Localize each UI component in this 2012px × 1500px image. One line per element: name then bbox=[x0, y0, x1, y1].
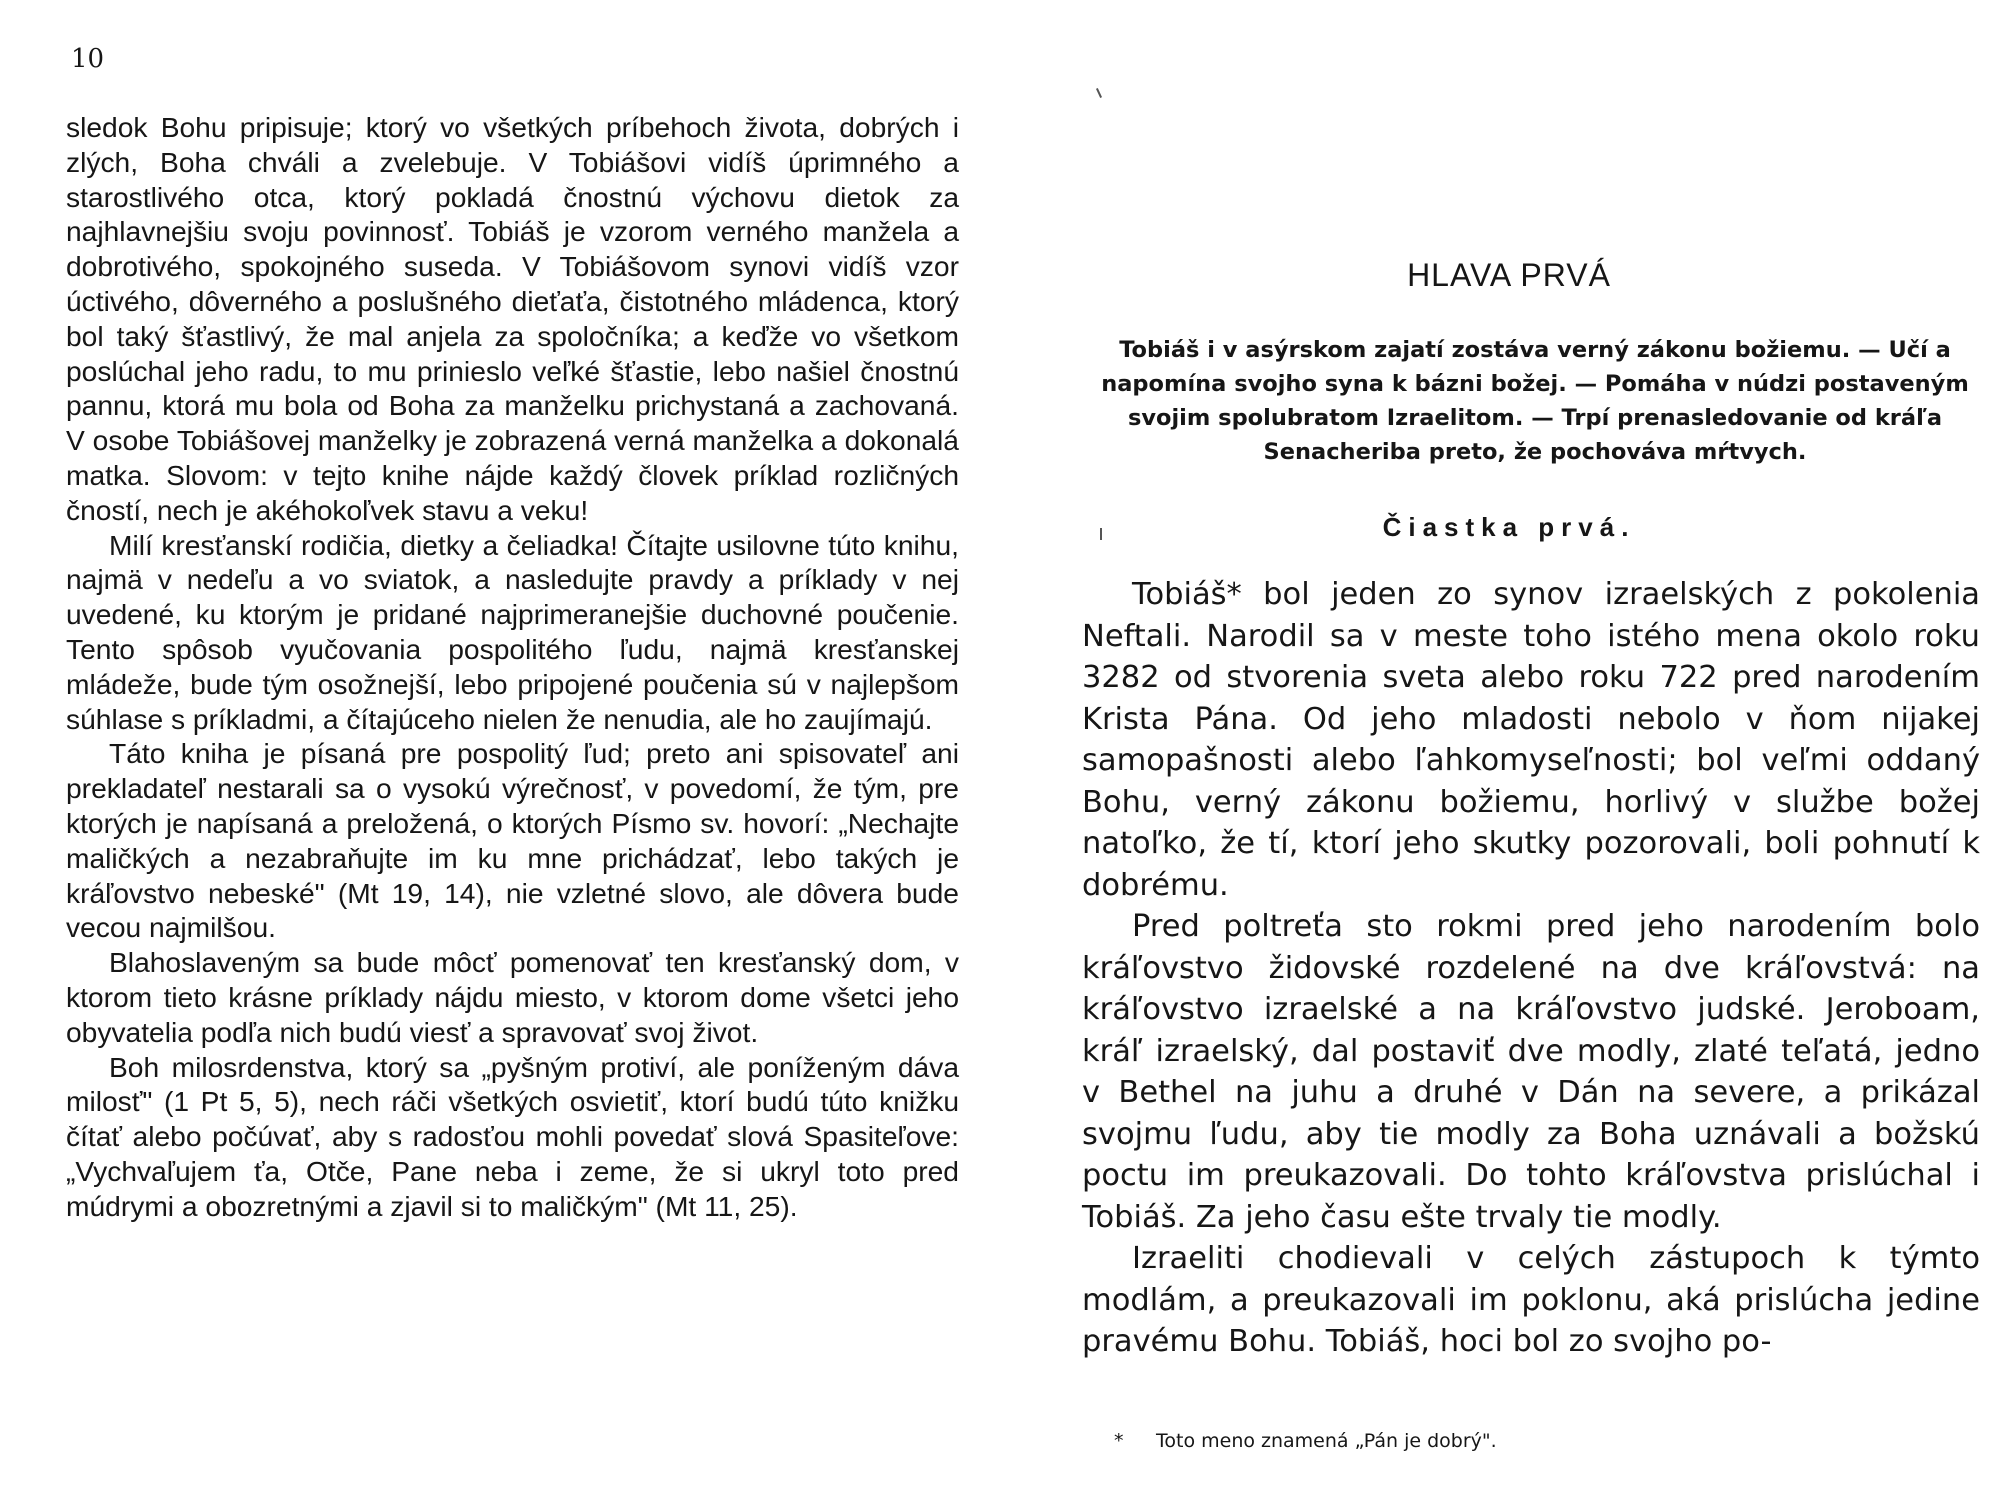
left-page bbox=[0, 0, 1000, 1500]
footnote bbox=[1114, 1428, 1974, 1454]
footnote-marker: * bbox=[1114, 1430, 1124, 1452]
left-paragraph-3: Táto kniha je písaná pre pospolitý ľud; preto ani spisovateľ ani prekladateľ nestarali sa o vysokú výrečnosť, v povedomí, že tým, pre ktorých je napísaná a preložená, o ktorých Písmo sv. hovorí: „Nechajte maličkých a nezabraňujte im ku mne prichádzať, lebo takých je kráľovstvo nebeské" (Mt 19, 14), nie vzletné slovo, ale dôvera bude vecou najmilšou. bbox=[66, 737, 959, 944]
page-number: 10 bbox=[71, 44, 105, 74]
left-paragraph-1: sledok Bohu pripisuje; ktorý vo všetkých príbehoch života, dobrých i zlých, Boha chváli a zvelebuje. V Tobiášovi vidíš úprimného a starostlivého otca, ktorý pokladá čnostnú výchovu dietok za najhlavnejšiu svoju povinnosť. Tobiáš je vzorom verného manžela a dobrotivého, spokojného suseda. V Tobiášovom synovi vidíš vzor úctivého, dôverného a poslušného dieťaťa, čistotného mládenca, ktorý bol taký šťastlivý, že mal anjela za spoločníka; a keďže vo všetkom poslúchal jeho radu, to mu prinieslo veľké šťastie, lebo našiel čnostnú pannu, ktorá mu bola od Boha za manželku prichystaná a zachovaná. V osobe Tobiášovej manželky je zobrazená verná manželka a dokonalá matka. Slovom: v tejto knihe nájde každý človek príklad rozličných čností, nech je akéhokoľvek stavu a veku! bbox=[66, 111, 959, 526]
left-page-text bbox=[66, 110, 959, 1224]
right-page-text bbox=[1082, 574, 1980, 1363]
chapter-summary: Tobiáš i v asýrskom zajatí zostáva verný zákonu božiemu. — Učí a napomína svojho syna k bázni božej. — Pomáha v núdzi postaveným svojim spolubratom Izraelitom. — Trpí prenasledovanie od kráľa Senacheriba preto, že pochováva mŕtvych. bbox=[1101, 337, 1969, 465]
left-paragraph-4: Blahoslaveným sa bude môcť pomenovať ten kresťanský dom, v ktorom tieto krásne príklady nájdu miesto, v ktorom dome všetci jeho obyvatelia podľa nich budú viesť a spravovať svoj život. bbox=[66, 946, 959, 1048]
stray-print-mark bbox=[1096, 88, 1102, 98]
left-paragraph-5: Boh milosrdenstva, ktorý sa „pyšným protiví, ale poníženým dáva milosť" (1 Pt 5, 5), nech ráči všetkých osvietiť, ktorí budú túto knižku čítať alebo počúvať, aby s radosťou mohli povedať slová Spasiteľove: „Vychvaľujem ťa, Otče, Pane neba i zeme, že si ukryl toto pred múdrymi a obozretnými a zjavil si to maličkým" (Mt 11, 25). bbox=[66, 1050, 959, 1222]
right-paragraph-2: Pred poltreťa sto rokmi pred jeho narodením bolo kráľovstvo židovské rozdelené na dve kráľovstvá: na kráľovstvo izraelské a na kráľovstvo judské. Jeroboam, kráľ izraelský, dal postaviť dve modly, zlaté teľatá, jedno v Bethel na juhu a druhé v Dán na severe, a prikázal svojmu ľudu, aby tie modly za Boha uznávali a božskú poctu im preukazovali. Do tohto kráľovstva prislúchal i Tobiáš. Za jeho času ešte trvaly tie modly. bbox=[1082, 909, 1980, 1235]
left-paragraph-2: Milí kresťanskí rodičia, dietky a čeliadka! Čítajte usilovne túto knihu, najmä v nedeľu a vo sviatok, a nasledujte pravdy a príklady v nej uvedené, ku ktorým je pridané najprimeranejšie duchovné poučenie. Tento spôsob vyučovania pospolitého ľudu, najmä kresťanskej mládeže, bude tým osožnejší, lebo pripojené poučenia sú v najlepšom súhlase s príkladmi, a čítajúceho nielen že nenudia, ale ho zaujímajú. bbox=[66, 528, 959, 735]
right-page bbox=[1006, 0, 2012, 1500]
section-title: Čiastka prvá. bbox=[1382, 512, 1636, 542]
right-paragraph-3: Izraeliti chodievali v celých zástupoch k týmto modlám, a preukazovali im poklonu, aká prislúcha jedine pravému Bohu. Tobiáš, hoci bol zo svojho po- bbox=[1082, 1241, 1980, 1359]
right-paragraph-1: Tobiáš* bol jeden zo synov izraelských z pokolenia Neftali. Narodil sa v meste toho istého mena okolo roku 3282 od stvorenia sveta alebo roku 722 pred narodením Krista Pána. Od jeho mladosti nebolo v ňom nijakej samopašnosti alebo ľahkomyseľnosti; bol veľmi oddaný Bohu, verný zákonu božiemu, horlivý v službe božej natoľko, že tí, ktorí jeho skutky pozorovali, boli pohnutí k dobrému. bbox=[1082, 577, 1980, 903]
footnote-text: Toto meno znamená „Pán je dobrý". bbox=[1156, 1430, 1497, 1452]
chapter-title: HLAVA PRVÁ bbox=[1407, 257, 1611, 293]
